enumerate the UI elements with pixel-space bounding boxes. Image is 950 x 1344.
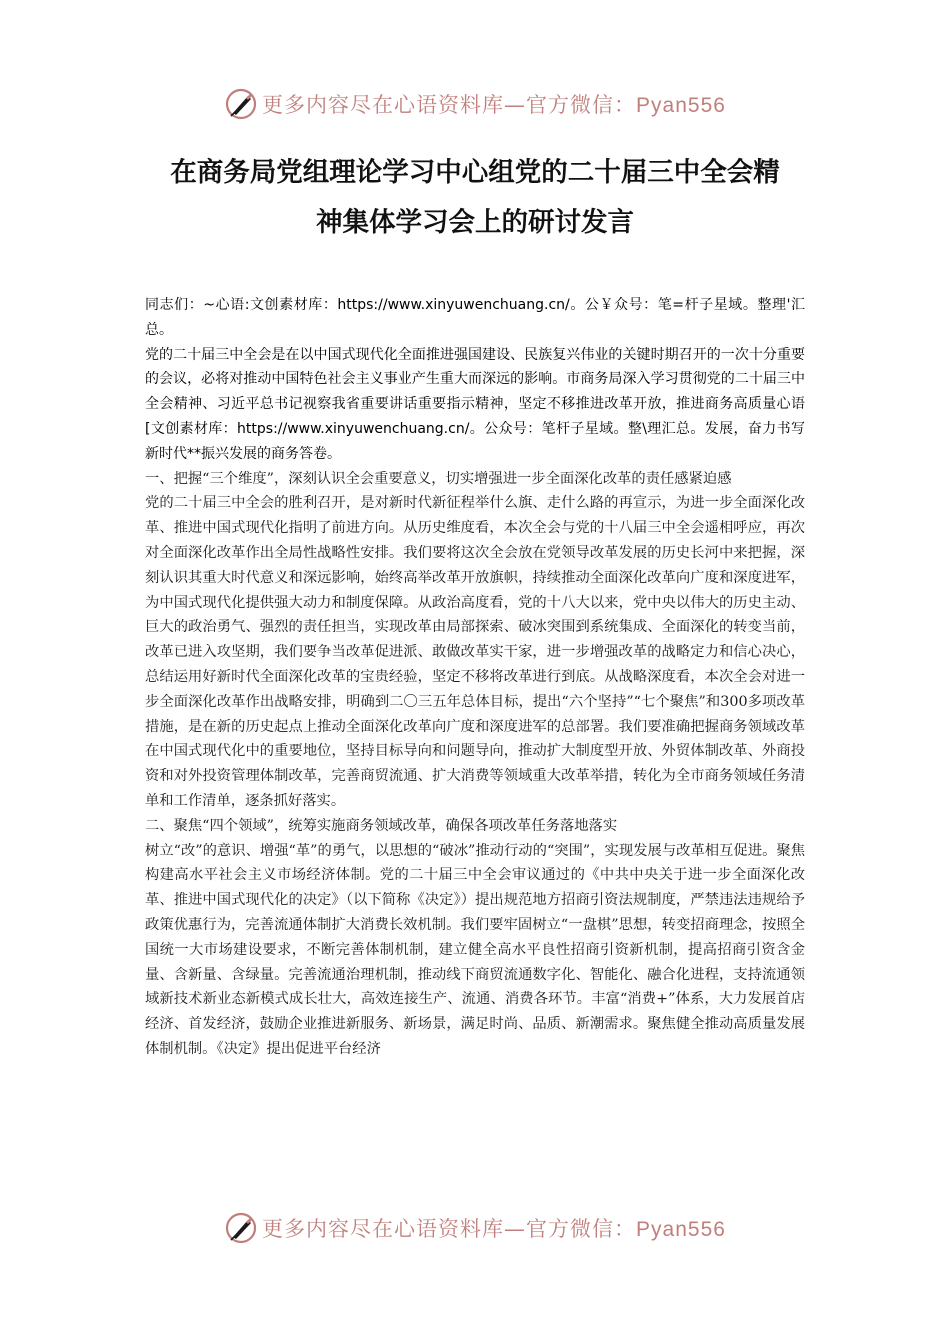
paragraph-salutation: 同志们：~心语:文创素材库：https://www.xinyuwenchuang.cn/。公￥众号：笔=杆子星域。整理'汇总。 [145,297,805,338]
document-body [145,293,805,1062]
title-line-1: 在商务局党组理论学习中心组党的二十届三中全会精 [170,157,780,188]
watermark-text: 更多内容尽在心语资料库—官方微信：Pyan556 [262,1217,726,1241]
wechat-id: Pyan556 [636,1218,726,1241]
watermark-banner-top [0,84,950,124]
title-line-2: 神集体学习会上的研讨发言 [316,207,634,238]
document-title [130,148,820,248]
paragraph-section-1: 党的二十届三中全会的胜利召开，是对新时代新征程举什么旗、走什么路的再宣示，为进一步全面深化改革、推进中国式现代化指明了前进方向。从历史维度看，本次全会与党的十八届三中全会遥相呼应，再次对全面深化改革作出全局性战略性安排。我们要将这次全会放在党领导改革发展的历史长河中来把握，深刻认识其重大时代意义和深远影响，始终高举改革开放旗帜，持续推动全面深化改革向广度和深度进军，为中国式现代化提供强大动力和制度保障。从政治高度看，党的十八大以来，党中央以伟大的历史主动、巨大的政治勇气、强烈的责任担当，实现改革由局部探索、破冰突围到系统集成、全面深化的转变当前，改革已进入攻坚期，我们要争当改革促进派、敢做改革实干家，进一步增强改革的战略定力和信心决心，总结运用好新时代全面深化改革的宝贵经验，坚定不移将改革进行到底。从战略深度看，本次全会对进一步全面深化改革作出战略安排，明确到二〇三五年总体目标，提出“六个坚持”“七个聚焦”和300多项改革措施，是在新的历史起点上推动全面深化改革向广度和深度进军的总部署。我们要准确把握商务领域改革在中国式现代化中的重要地位，坚持目标导向和问题导向，推动扩大制度型开放、外贸体制改革、外商投资和对外投资管理体制改革，完善商贸流通、扩大消费等领域重大改革举措，转化为全市商务领域任务清单和工作清单，逐条抓好落实。 [145,495,805,809]
paragraph-intro: 党的二十届三中全会是在以中国式现代化全面推进强国建设、民族复兴伟业的关键时期召开的一次十分重要的会议，必将对推动中国特色社会主义事业产生重大而深远的影响。市商务局深入学习贯彻党的二十届三中全会精神、习近平总书记视察我省重要讲话重要指示精神，坚定不移推进改革开放，推进商务高质量心语[文创素材库：https://www.xinyuwenchuang.cn/。公众号：笔杆子星域。整\理汇总。发展，奋力书写新时代**振兴发展的商务答卷。 [145,346,805,462]
pen-quill-logo-icon [224,1211,258,1245]
pen-quill-logo-icon [224,87,258,121]
section-heading-1: 一、把握“三个维度”，深刻认识全会重要意义，切实增强进一步全面深化改革的责任感紧迫感 [145,470,732,487]
paragraph-section-2: 树立“改”的意识、增强“革”的勇气，以思想的“破冰”推动行动的“突围”，实现发展与改革相互促进。聚焦构建高水平社会主义市场经济体制。党的二十届三中全会审议通过的《中共中央关于进一步全面深化改革、推进中国式现代化的决定》（以下简称《决定》）提出规范地方招商引资法规制度，严禁违法违规给予政策优惠行为，完善流通体制扩大消费长效机制。我们要牢固树立“一盘棋”思想，转变招商理念，按照全国统一大市场建设要求，不断完善体制机制，建立健全高水平良性招商引资新机制，提高招商引资含金量、含新量、含绿量。完善流通治理机制，推动线下商贸流通数字化、智能化、融合化进程，支持流通领域新技术新业态新模式成长壮大，高效连接生产、流通、消费各环节。丰富“消费+”体系，大力发展首店经济、首发经济，鼓励企业推进新服务、新场景，满足时尚、品质、新潮需求。聚焦健全推动高质量发展体制机制。《决定》提出促进平台经济 [145,842,805,1057]
watermark-banner-bottom [0,1208,950,1248]
section-heading-2: 二、聚焦“四个领域”，统筹实施商务领域改革，确保各项改革任务落地落实 [145,817,618,834]
wechat-id: Pyan556 [636,94,726,117]
watermark-text: 更多内容尽在心语资料库—官方微信：Pyan556 [262,93,726,117]
